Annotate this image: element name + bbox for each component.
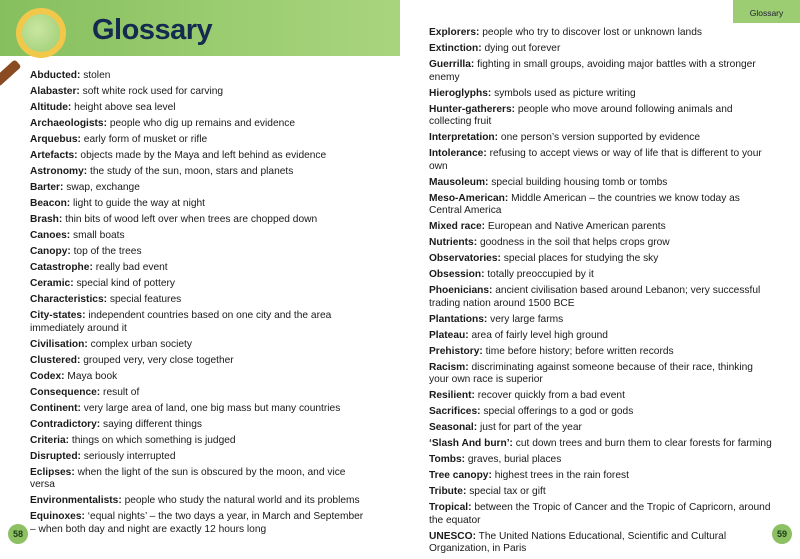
glossary-term: Brash: <box>30 214 63 225</box>
glossary-definition: special offerings to a god or gods <box>483 406 634 417</box>
glossary-term: Contradictory: <box>30 418 101 430</box>
glossary-entry <box>30 511 370 536</box>
glossary-entry <box>429 193 774 218</box>
glossary-entry <box>429 177 774 190</box>
glossary-term: Characteristics: <box>30 294 108 305</box>
glossary-definition: top of the trees <box>73 246 142 257</box>
glossary-term: Ceramic: <box>30 278 74 289</box>
glossary-entry <box>30 230 370 243</box>
left-page <box>0 0 400 552</box>
glossary-definition: refusing to accept views or way of life that is different to your own <box>429 148 762 172</box>
glossary-term: Racism: <box>429 361 469 373</box>
glossary-entry <box>429 502 774 527</box>
glossary-definition: complex urban society <box>90 338 192 350</box>
glossary-entry <box>429 330 774 343</box>
glossary-definition: seriously interrupted <box>83 450 176 462</box>
glossary-term: Tree canopy: <box>429 470 492 481</box>
glossary-definition: special features <box>109 294 182 305</box>
glossary-entry <box>429 132 774 145</box>
glossary-entry <box>429 314 774 327</box>
glossary-definition: cut down trees and burn them to clear forests for farming <box>515 438 772 449</box>
glossary-list <box>30 70 370 540</box>
glossary-term: Nutrients: <box>429 237 478 248</box>
glossary-entry <box>30 86 370 99</box>
glossary-entry <box>30 278 370 291</box>
glossary-definition: result of <box>103 386 140 398</box>
glossary-definition: very large farms <box>490 313 564 325</box>
glossary-definition: small boats <box>73 230 125 241</box>
glossary-entry <box>429 346 774 359</box>
right-page <box>400 0 800 552</box>
glossary-definition: one person’s version supported by evidence <box>500 132 701 143</box>
glossary-definition: goodness in the soil that helps crops grow <box>479 237 670 248</box>
glossary-term: Plateau: <box>429 329 469 341</box>
glossary-definition: The United Nations Educational, Scientific and Cultural Organization, in Paris <box>429 530 727 554</box>
magnifier-handle-icon <box>0 59 21 87</box>
glossary-definition: height above sea level <box>74 102 176 113</box>
glossary-definition: area of fairly level high ground <box>471 329 608 341</box>
glossary-term: Beacon: <box>30 198 71 209</box>
glossary-definition: thin bits of wood left over when trees are chopped down <box>65 214 318 225</box>
glossary-term: Observatories: <box>429 253 501 264</box>
glossary-entry <box>429 253 774 266</box>
glossary-definition: discriminating against someone because of their race, thinking your own race is superior <box>429 361 753 385</box>
glossary-entry <box>429 27 774 40</box>
glossary-term: Civilisation: <box>30 338 88 350</box>
page-title: Glossary <box>92 14 213 46</box>
glossary-entry <box>429 470 774 483</box>
glossary-definition: objects made by the Maya and left behind as evidence <box>80 150 327 161</box>
glossary-entry <box>30 495 370 508</box>
glossary-entry <box>429 43 774 56</box>
glossary-definition: people who dig up remains and evidence <box>109 118 296 129</box>
glossary-term: Hieroglyphs: <box>429 87 492 99</box>
glossary-definition: really bad event <box>95 262 168 273</box>
glossary-entry <box>30 371 370 384</box>
glossary-term: Obsession: <box>429 269 485 280</box>
glossary-term: Plantations: <box>429 313 488 325</box>
glossary-definition: fighting in small groups, avoiding major battles with a stronger enemy <box>429 59 756 83</box>
glossary-definition: people who move around following animals and collecting fruit <box>429 103 733 127</box>
glossary-term: Environmentalists: <box>30 495 122 506</box>
glossary-entry <box>30 339 370 352</box>
glossary-entry <box>429 438 774 451</box>
glossary-term: Artefacts: <box>30 150 78 161</box>
glossary-definition: stolen <box>83 70 111 81</box>
glossary-term: Abducted: <box>30 70 81 81</box>
glossary-definition: ‘equal nights’ – the two days a year, in March and September – when both day and night are exactly 12 hours long <box>30 511 364 535</box>
glossary-entry <box>30 166 370 179</box>
glossary-entry <box>30 310 370 335</box>
glossary-term: City-states: <box>30 310 86 321</box>
glossary-term: Sacrifices: <box>429 406 481 417</box>
glossary-entry <box>429 221 774 234</box>
glossary-list <box>429 27 774 559</box>
glossary-entry <box>30 262 370 275</box>
glossary-entry <box>30 214 370 227</box>
magnifying-glass-icon <box>16 8 66 58</box>
glossary-term: Clustered: <box>30 354 81 366</box>
glossary-entry <box>30 70 370 83</box>
glossary-definition: special places for studying the sky <box>503 253 659 264</box>
glossary-term: Catastrophe: <box>30 262 93 273</box>
section-tab: Glossary <box>733 0 800 23</box>
glossary-entry <box>429 285 774 310</box>
glossary-definition: grouped very, very close together <box>83 354 234 366</box>
glossary-term: Seasonal: <box>429 422 478 433</box>
glossary-definition: Middle American – the countries we know today as Central America <box>429 192 740 216</box>
glossary-term: Tribute: <box>429 486 467 497</box>
glossary-term: Astronomy: <box>30 166 88 177</box>
glossary-term: Archaeologists: <box>30 118 107 129</box>
glossary-definition: symbols used as picture writing <box>494 87 636 99</box>
glossary-term: Explorers: <box>429 27 480 38</box>
glossary-definition: ancient civilisation based around Lebanon; very successful trading nation around 1500 BCE <box>429 285 761 309</box>
glossary-entry <box>30 419 370 432</box>
glossary-term: Extinction: <box>429 43 482 54</box>
glossary-definition: saying different things <box>103 418 202 430</box>
glossary-term: Criteria: <box>30 434 70 446</box>
glossary-definition: special building housing tomb or tombs <box>491 176 668 188</box>
glossary-entry <box>30 355 370 368</box>
glossary-term: Guerrilla: <box>429 59 475 70</box>
glossary-definition: graves, burial places <box>467 454 562 465</box>
glossary-entry <box>30 403 370 416</box>
glossary-definition: soft white rock used for carving <box>82 86 224 97</box>
glossary-entry <box>30 134 370 147</box>
glossary-term: ‘Slash And burn’: <box>429 438 513 449</box>
glossary-term: Phoenicians: <box>429 285 493 296</box>
glossary-entry <box>30 198 370 211</box>
page-number: 58 <box>8 524 28 544</box>
glossary-entry <box>429 390 774 403</box>
glossary-definition: European and Native American parents <box>487 221 666 232</box>
glossary-term: Tombs: <box>429 454 466 465</box>
glossary-definition: the study of the sun, moon, stars and planets <box>90 166 294 177</box>
glossary-term: Barter: <box>30 182 64 193</box>
page-number: 59 <box>772 524 792 544</box>
glossary-entry <box>30 387 370 400</box>
glossary-definition: time before history; before written records <box>485 345 674 357</box>
glossary-definition: people who try to discover lost or unknown lands <box>482 27 702 38</box>
glossary-definition: very large area of land, one big mass but many countries <box>83 402 341 414</box>
glossary-term: Mixed race: <box>429 221 486 232</box>
glossary-definition: things on which something is judged <box>71 434 236 446</box>
glossary-term: Hunter-gatherers: <box>429 103 516 115</box>
glossary-term: Prehistory: <box>429 345 483 357</box>
glossary-term: Arquebus: <box>30 134 81 145</box>
glossary-entry <box>429 362 774 387</box>
glossary-entry <box>429 269 774 282</box>
glossary-entry <box>30 150 370 163</box>
glossary-term: Mausoleum: <box>429 176 489 188</box>
glossary-term: Equinoxes: <box>30 511 85 522</box>
glossary-definition: light to guide the way at night <box>73 198 206 209</box>
glossary-entry <box>30 467 370 492</box>
glossary-entry <box>30 451 370 464</box>
glossary-term: Alabaster: <box>30 86 80 97</box>
glossary-entry <box>429 148 774 173</box>
glossary-definition: special kind of pottery <box>76 278 175 289</box>
glossary-term: UNESCO: <box>429 530 476 542</box>
glossary-definition: just for part of the year <box>479 422 582 433</box>
glossary-term: Canopy: <box>30 246 71 257</box>
glossary-term: Codex: <box>30 370 65 382</box>
glossary-term: Continent: <box>30 402 81 414</box>
glossary-entry <box>429 454 774 467</box>
glossary-term: Altitude: <box>30 102 72 113</box>
glossary-term: Consequence: <box>30 386 101 398</box>
glossary-entry <box>30 182 370 195</box>
glossary-definition: special tax or gift <box>469 486 546 497</box>
glossary-term: Canoes: <box>30 230 71 241</box>
glossary-entry <box>30 294 370 307</box>
glossary-term: Interpretation: <box>429 132 499 143</box>
glossary-entry <box>429 59 774 84</box>
glossary-definition: between the Tropic of Cancer and the Tropic of Capricorn, around the equator <box>429 502 771 526</box>
glossary-entry <box>30 435 370 448</box>
glossary-entry <box>429 406 774 419</box>
glossary-term: Tropical: <box>429 502 472 513</box>
glossary-entry <box>30 118 370 131</box>
glossary-definition: dying out forever <box>484 43 561 54</box>
glossary-definition: swap, exchange <box>66 182 140 193</box>
glossary-term: Eclipses: <box>30 466 75 478</box>
glossary-definition: totally preoccupied by it <box>487 269 594 280</box>
glossary-entry <box>30 246 370 259</box>
glossary-entry <box>429 237 774 250</box>
glossary-definition: early form of musket or rifle <box>83 134 208 145</box>
glossary-term: Resilient: <box>429 390 475 401</box>
glossary-entry <box>429 486 774 499</box>
glossary-term: Intolerance: <box>429 148 487 159</box>
glossary-entry <box>429 422 774 435</box>
glossary-definition: Maya book <box>67 370 118 382</box>
glossary-term: Meso-American: <box>429 192 509 204</box>
glossary-definition: independent countries based on one city and the area immediately around it <box>30 310 332 334</box>
glossary-definition: recover quickly from a bad event <box>477 390 625 401</box>
glossary-definition: people who study the natural world and its problems <box>124 495 360 506</box>
glossary-definition: when the light of the sun is obscured by the moon, and vice versa <box>30 466 346 490</box>
glossary-term: Disrupted: <box>30 450 81 462</box>
glossary-entry <box>429 88 774 101</box>
glossary-entry <box>30 102 370 115</box>
glossary-definition: highest trees in the rain forest <box>494 470 629 481</box>
glossary-entry <box>429 104 774 129</box>
